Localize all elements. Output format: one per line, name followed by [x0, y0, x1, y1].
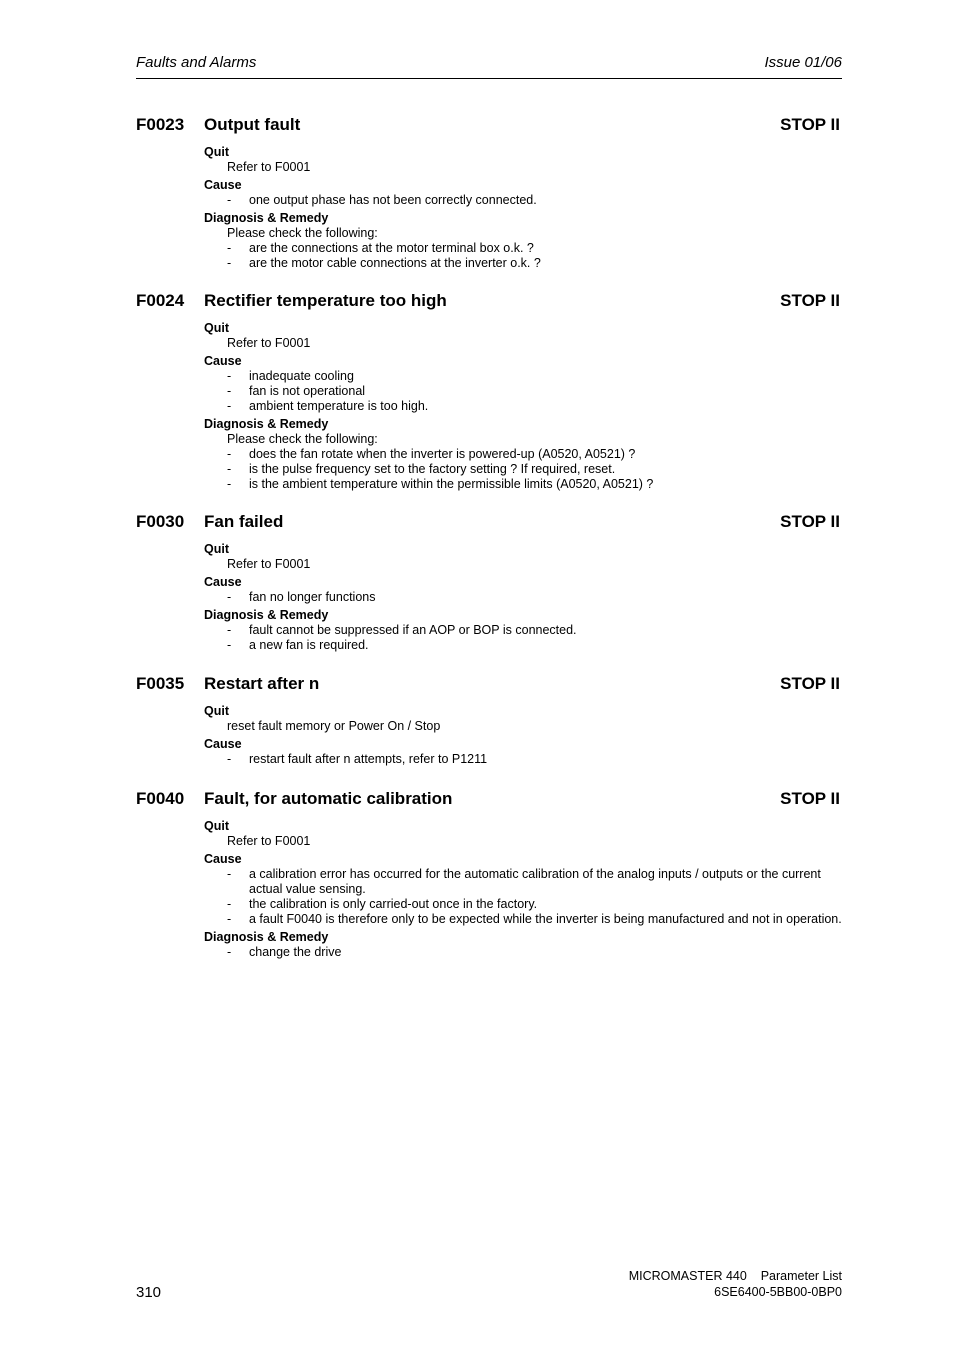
- fault-heading: [136, 115, 842, 137]
- fault-heading: [136, 291, 842, 313]
- diagnosis-label: Diagnosis & Remedy: [204, 211, 329, 225]
- cause-item: - ambient temperature is too high.: [227, 399, 429, 413]
- fault-body: [204, 819, 842, 960]
- cause-item: - fan is not operational: [227, 384, 366, 398]
- diagnosis-label: Diagnosis & Remedy: [204, 417, 329, 431]
- footer-info: [629, 1268, 842, 1300]
- diagnosis-item: - is the ambient temperature within the permissible limits (A0520, A0521) ?: [227, 477, 654, 491]
- diagnosis-item: - does the fan rotate when the inverter is powered-up (A0520, A0521) ?: [227, 447, 636, 461]
- fault-reaction: STOP II: [780, 291, 840, 310]
- fault-code: F0035: [136, 674, 185, 693]
- quit-text: Refer to F0001: [227, 160, 311, 174]
- fault-section: [136, 115, 842, 271]
- diagnosis-intro: Please check the following:: [227, 432, 378, 446]
- fault-code: F0024: [136, 291, 185, 310]
- diagnosis-item: - are the connections at the motor terminal box o.k. ?: [227, 241, 534, 255]
- fault-code: F0040: [136, 789, 185, 808]
- cause-item: - inadequate cooling: [227, 369, 354, 383]
- cause-item: - a fault F0040 is therefore only to be expected while the inverter is being manufactured and not in operation.: [227, 912, 842, 926]
- quit-label: Quit: [204, 819, 229, 833]
- fault-heading: [136, 789, 842, 811]
- fault-code: F0023: [136, 115, 185, 134]
- fault-reaction: STOP II: [780, 789, 840, 808]
- page-number: 310: [136, 1284, 162, 1301]
- fault-body: [204, 542, 842, 653]
- fault-section: [136, 674, 842, 767]
- quit-label: Quit: [204, 145, 229, 159]
- fault-body: [204, 145, 842, 271]
- fault-heading: [136, 512, 842, 534]
- quit-label: Quit: [204, 542, 229, 556]
- header-issue: Issue 01/06: [764, 54, 842, 71]
- fault-reaction: STOP II: [780, 674, 840, 693]
- page-header: [136, 54, 842, 79]
- fault-section: [136, 512, 842, 653]
- fault-title: Rectifier temperature too high: [204, 291, 447, 310]
- order-number: 6SE6400-5BB00-0BP0: [714, 1285, 842, 1299]
- cause-item: - the calibration is only carried-out once in the factory.: [227, 897, 538, 911]
- cause-item: - fan no longer functions: [227, 590, 376, 604]
- quit-label: Quit: [204, 321, 229, 335]
- quit-text: Refer to F0001: [227, 557, 311, 571]
- fault-heading: [136, 674, 842, 696]
- cause-label: Cause: [204, 737, 242, 751]
- diagnosis-item: - change the drive: [227, 945, 342, 959]
- fault-body: [204, 704, 842, 767]
- product-name: MICROMASTER 440 Parameter List: [628, 1269, 842, 1283]
- quit-label: Quit: [204, 704, 229, 718]
- diagnosis-item: - a new fan is required.: [227, 638, 369, 652]
- diagnosis-intro: Please check the following:: [227, 226, 378, 240]
- diagnosis-item: - fault cannot be suppressed if an AOP or BOP is connected.: [227, 623, 577, 637]
- fault-body: [204, 321, 842, 492]
- quit-text: reset fault memory or Power On / Stop: [227, 719, 441, 733]
- cause-label: Cause: [204, 178, 242, 192]
- fault-reaction: STOP II: [780, 512, 840, 531]
- fault-section: [136, 789, 842, 960]
- cause-item: - restart fault after n attempts, refer to P1211: [227, 752, 488, 766]
- fault-title: Output fault: [204, 115, 301, 134]
- fault-reaction: STOP II: [780, 115, 840, 134]
- cause-label: Cause: [204, 575, 242, 589]
- fault-section: [136, 291, 842, 492]
- header-chapter: Faults and Alarms: [136, 54, 257, 71]
- diagnosis-label: Diagnosis & Remedy: [204, 930, 329, 944]
- fault-title: Restart after n: [204, 674, 320, 693]
- cause-item: - a calibration error has occurred for the automatic calibration of the analog inputs / outputs or the current actual value sensing.: [227, 867, 821, 896]
- cause-item: - one output phase has not been correctly connected.: [227, 193, 537, 207]
- diagnosis-item: - are the motor cable connections at the inverter o.k. ?: [227, 256, 541, 270]
- fault-title: Fan failed: [204, 512, 284, 531]
- quit-text: Refer to F0001: [227, 834, 311, 848]
- cause-label: Cause: [204, 852, 242, 866]
- diagnosis-label: Diagnosis & Remedy: [204, 608, 329, 622]
- diagnosis-item: - is the pulse frequency set to the factory setting ? If required, reset.: [227, 462, 616, 476]
- fault-code: F0030: [136, 512, 185, 531]
- quit-text: Refer to F0001: [227, 336, 311, 350]
- fault-title: Fault, for automatic calibration: [204, 789, 453, 808]
- cause-label: Cause: [204, 354, 242, 368]
